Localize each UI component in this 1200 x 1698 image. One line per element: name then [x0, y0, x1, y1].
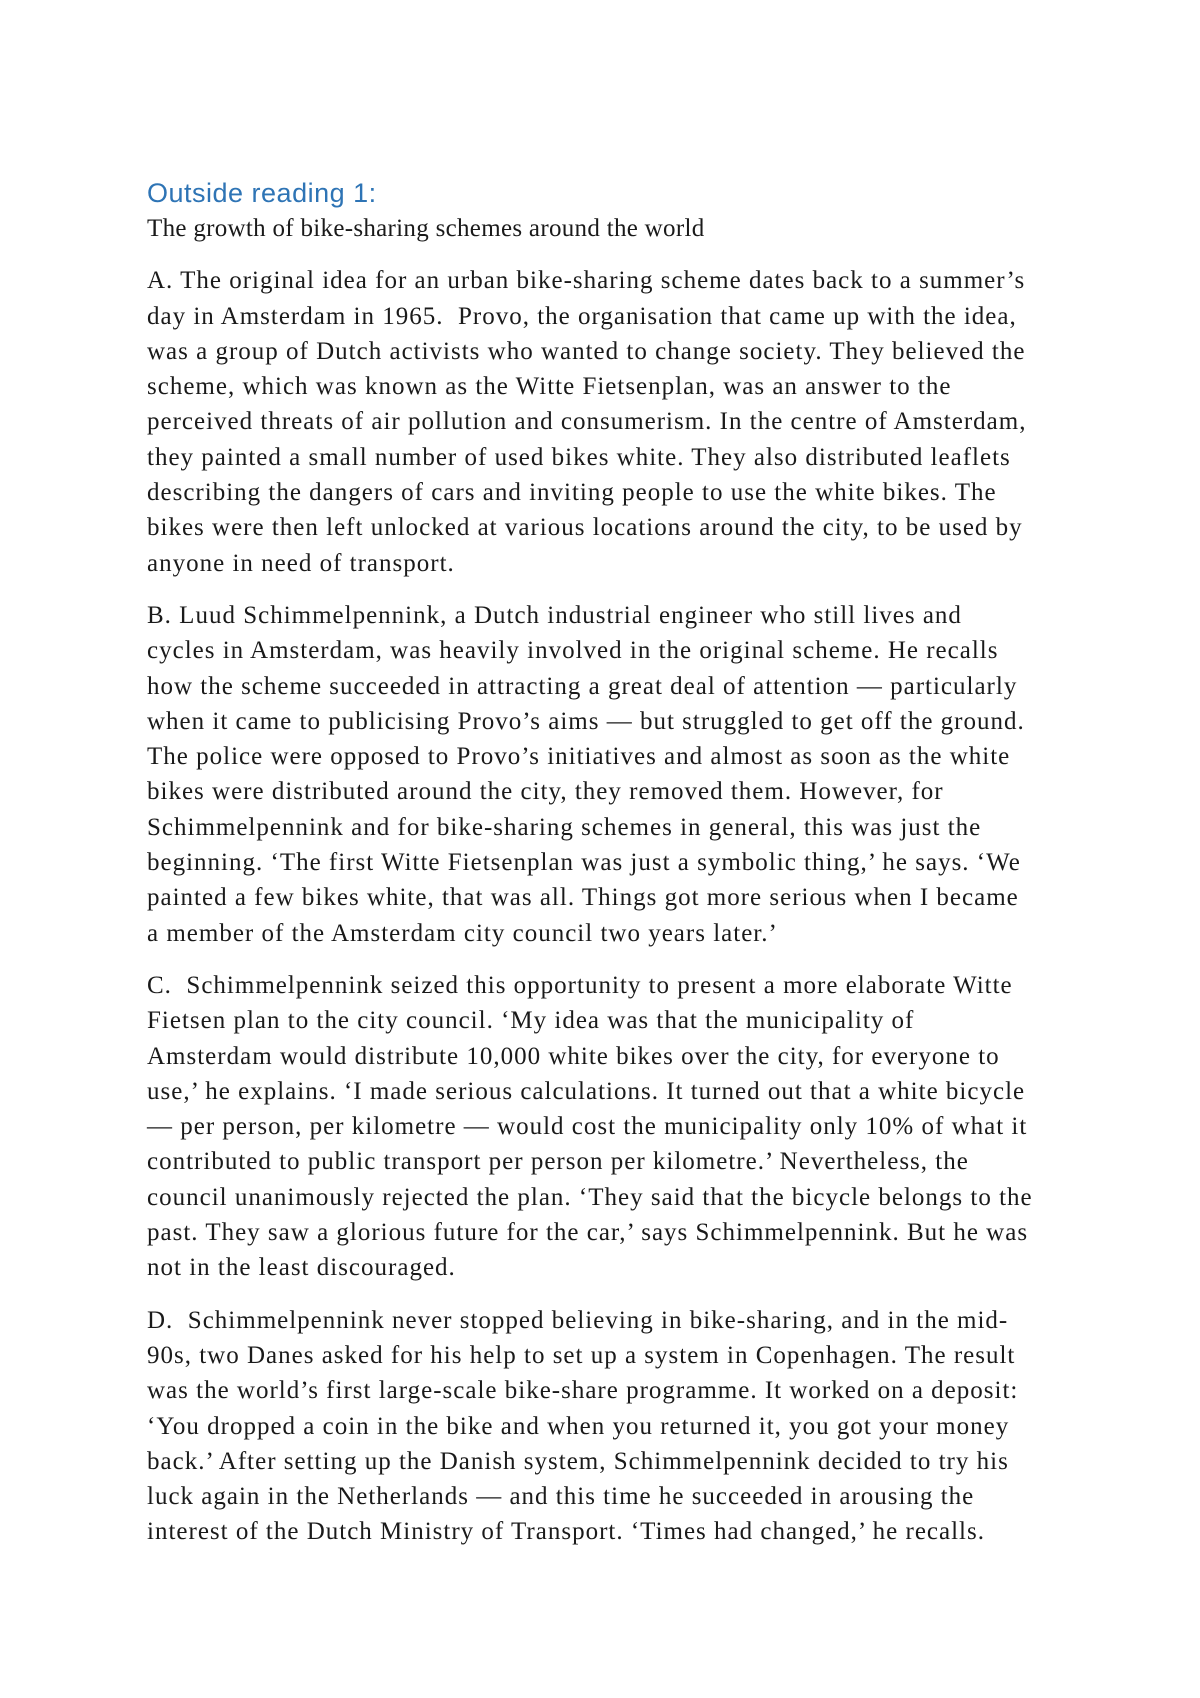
paragraph-line: Amsterdam would distribute 10,000 white bikes over the city, for everyone to [147, 1042, 1000, 1070]
paragraph-line: back.’ After setting up the Danish system, Schimmelpennink decided to try his [147, 1447, 1009, 1475]
paragraph-line: beginning. ‘The first Witte Fietsenplan was just a symbolic thing,’ he says. ‘We [147, 849, 1021, 877]
paragraph-line: — per person, per kilometre — would cost the municipality only 10% of what it [147, 1113, 1028, 1141]
paragraph-line: Fietsen plan to the city council. ‘My idea was that the municipality of [147, 1007, 915, 1035]
paragraph-line: The police were opposed to Provo’s initiatives and almost as soon as the white [147, 743, 1011, 771]
paragraph-line: they painted a small number of used bikes white. They also distributed leaflets [147, 443, 1011, 471]
paragraph-c [147, 968, 1033, 1286]
paragraph-line: A. The original idea for an urban bike-sharing scheme dates back to a summer’s [147, 267, 1026, 295]
paragraph-b [147, 598, 1033, 951]
paragraph-line: council unanimously rejected the plan. ‘They said that the bicycle belongs to the [147, 1183, 1033, 1211]
paragraph-line: when it came to publicising Provo’s aims — but struggled to get off the ground. [147, 707, 1025, 735]
paragraph-line: perceived threats of air pollution and consumerism. In the centre of Amsterdam, [147, 408, 1027, 436]
paragraph-line: luck again in the Netherlands — and this time he succeeded in arousing the [147, 1483, 975, 1511]
paragraph-line: use,’ he explains. ‘I made serious calculations. It turned out that a white bicycle [147, 1077, 1026, 1105]
paragraph-line: anyone in need of transport. [147, 549, 455, 577]
paragraph-line: Schimmelpennink and for bike-sharing schemes in general, this was just the [147, 813, 982, 841]
paragraph-line: interest of the Dutch Ministry of Transport. ‘Times had changed,’ he recalls. [147, 1518, 985, 1546]
paragraph-line: contributed to public transport per person per kilometre.’ Nevertheless, the [147, 1148, 969, 1176]
paragraph-line: ‘You dropped a coin in the bike and when you returned it, you got your money [147, 1412, 1010, 1440]
paragraph-line: C. Schimmelpennink seized this opportunity to present a more elaborate Witte [147, 971, 1013, 999]
paragraph-line: cycles in Amsterdam, was heavily involved in the original scheme. He recalls [147, 637, 999, 665]
paragraph-line: how the scheme succeeded in attracting a great deal of attention — particularly [147, 672, 1018, 700]
article-title: The growth of bike-sharing schemes around the world [147, 215, 705, 242]
paragraph-line: bikes were then left unlocked at various locations around the city, to be used by [147, 514, 1023, 542]
page-heading: Outside reading 1: [147, 178, 377, 208]
paragraph-line: scheme, which was known as the Witte Fietsenplan, was an answer to the [147, 373, 952, 401]
paragraph-line: a member of the Amsterdam city council two years later.’ [147, 919, 778, 947]
paragraph-line: was a group of Dutch activists who wanted to change society. They believed the [147, 337, 1026, 365]
paragraph-line: day in Amsterdam in 1965. Provo, the organisation that came up with the idea, [147, 302, 1017, 330]
paragraph-line: not in the least discouraged. [147, 1254, 456, 1282]
paragraph-line: bikes were distributed around the city, they removed them. However, for [147, 778, 944, 806]
paragraph-line: D. Schimmelpennink never stopped believing in bike-sharing, and in the mid- [147, 1306, 1009, 1334]
paragraph-line: 90s, two Danes asked for his help to set up a system in Copenhagen. The result [147, 1341, 1016, 1369]
paragraph-line: past. They saw a glorious future for the car,’ says Schimmelpennink. But he was [147, 1219, 1029, 1247]
paragraph-line: painted a few bikes white, that was all. Things got more serious when I became [147, 884, 1019, 912]
paragraph-d [147, 1303, 1033, 1550]
paragraph-a [147, 263, 1033, 581]
paragraph-line: B. Luud Schimmelpennink, a Dutch industrial engineer who still lives and [147, 601, 962, 629]
paragraph-line: was the world’s first large-scale bike-share programme. It worked on a deposit: [147, 1377, 1019, 1405]
paragraph-line: describing the dangers of cars and inviting people to use the white bikes. The [147, 479, 997, 507]
document-body [147, 176, 1033, 1550]
